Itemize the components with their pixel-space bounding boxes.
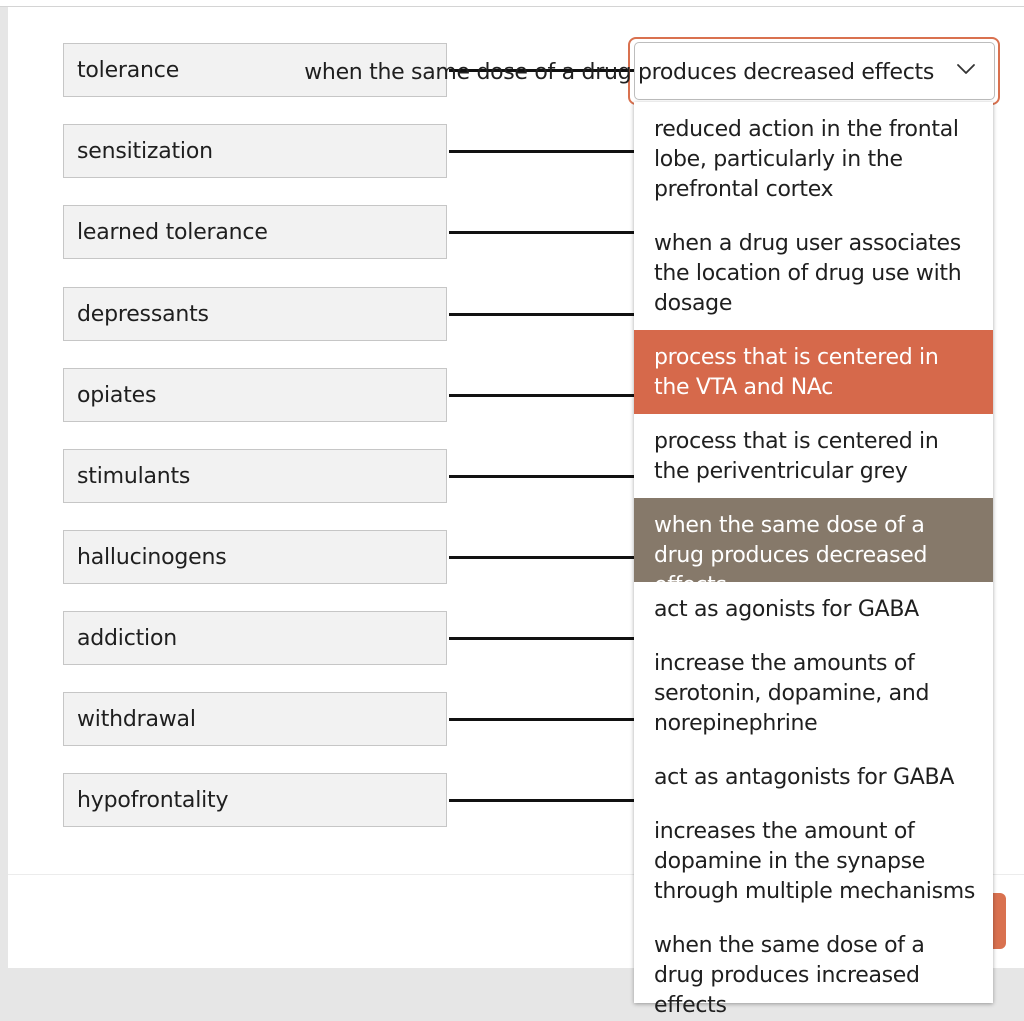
submit-button[interactable] <box>992 893 1006 949</box>
term-hallucinogens: hallucinogens <box>63 530 447 584</box>
connector-line <box>449 718 637 721</box>
connector-line <box>449 799 637 802</box>
dropdown-option[interactable]: process that is centered in the periventricular grey <box>654 429 939 484</box>
connector-line <box>449 475 637 478</box>
dropdown-option[interactable]: when a drug user associates the location of drug use with dosage <box>654 231 962 316</box>
top-border <box>0 0 1024 7</box>
term-tolerance: tolerance <box>63 43 447 97</box>
term-stimulants: stimulants <box>63 449 447 503</box>
connector-line <box>449 394 637 397</box>
dropdown-option[interactable]: increase the amounts of serotonin, dopamine, and norepinephrine <box>654 651 930 736</box>
term-opiates: opiates <box>63 368 447 422</box>
term-sensitization: sensitization <box>63 124 447 178</box>
dropdown-option[interactable]: when the same dose of a drug produces increased effects <box>654 933 925 1018</box>
dropdown-option[interactable]: act as antagonists for GABA <box>654 765 955 790</box>
dropdown-option-selected[interactable]: when the same dose of a drug produces decreased effects <box>634 498 993 582</box>
chevron-down-icon[interactable] <box>957 61 975 75</box>
term-depressants: depressants <box>63 287 447 341</box>
connector-line <box>449 556 637 559</box>
connector-line <box>449 637 637 640</box>
dropdown-option[interactable]: reduced action in the frontal lobe, particularly in the prefrontal cortex <box>654 117 959 202</box>
term-withdrawal: withdrawal <box>63 692 447 746</box>
connector-line <box>449 231 637 234</box>
dropdown-option[interactable]: act as agonists for GABA <box>654 597 919 622</box>
term-addiction: addiction <box>63 611 447 665</box>
answer-select-tolerance[interactable] <box>304 42 995 100</box>
select-value: when the same dose of a drug produces decreased effects <box>304 60 934 85</box>
term-hypofrontality: hypofrontality <box>63 773 447 827</box>
term-learned-tolerance: learned tolerance <box>63 205 447 259</box>
connector-line <box>449 150 637 153</box>
connector-line <box>449 313 637 316</box>
dropdown-option[interactable]: increases the amount of dopamine in the synapse through multiple mechanisms <box>654 819 976 904</box>
dropdown-list <box>634 102 993 1018</box>
dropdown-option-hover[interactable]: process that is centered in the VTA and NAc <box>634 330 993 414</box>
